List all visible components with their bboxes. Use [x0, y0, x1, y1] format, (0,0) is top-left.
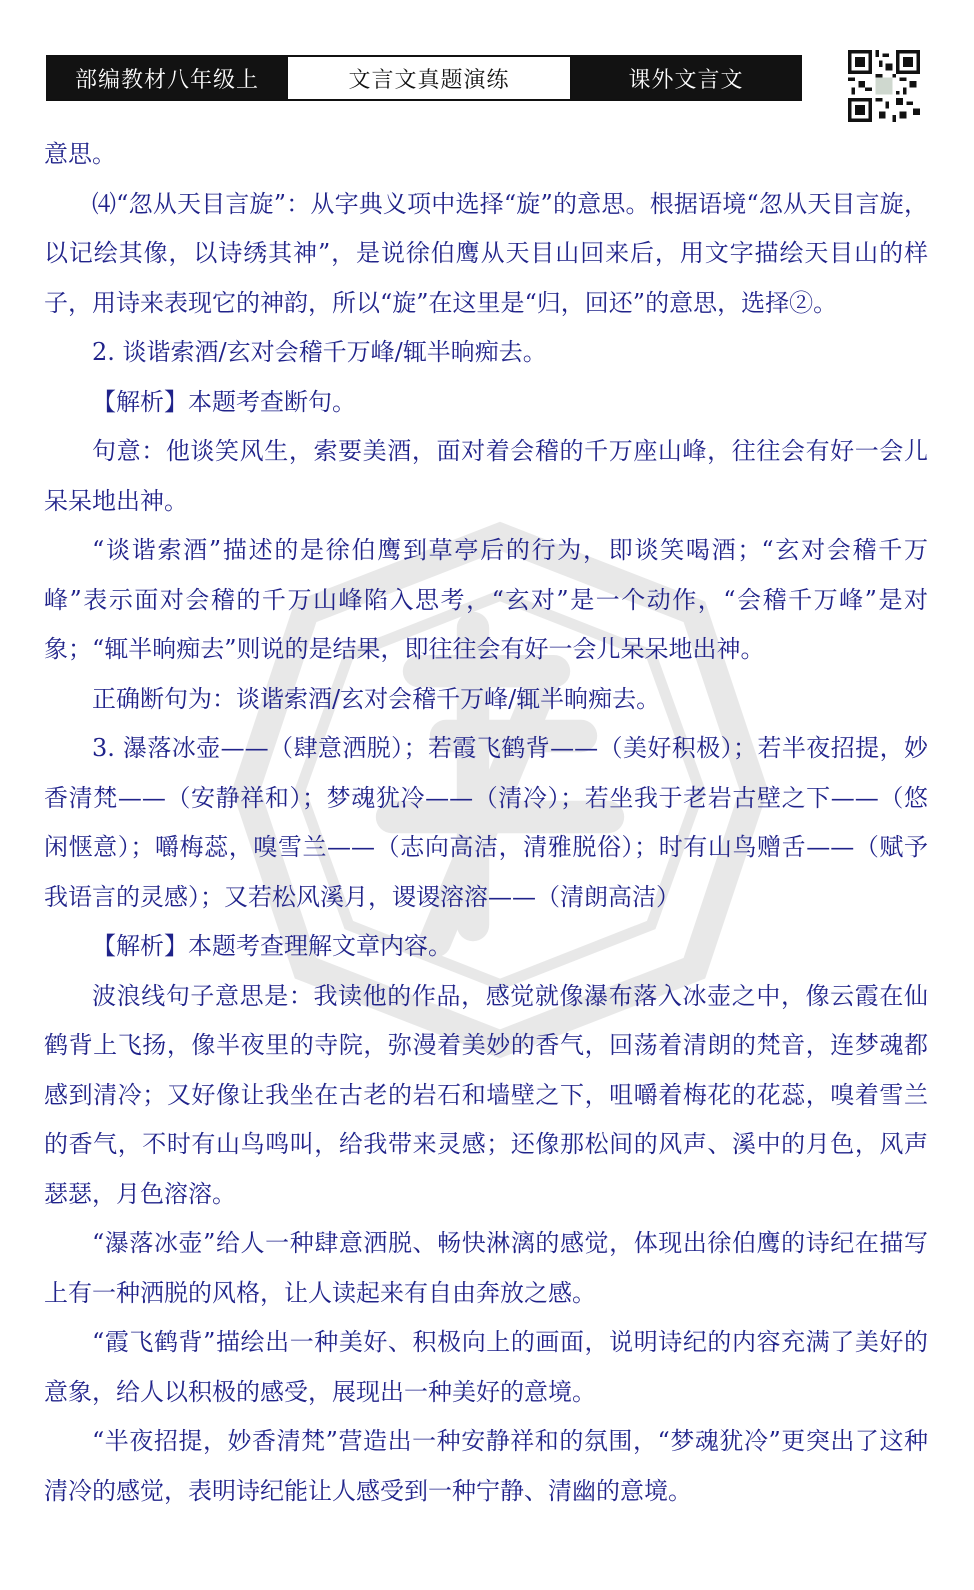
paragraph-pu-luo: “瀑落冰壶”给人一种肆意洒脱、畅快淋漓的感觉，体现出徐伯鹰的诗纪在描写上有一种洒脱的风格，让人读起来有自由奔放之感。 — [44, 1229, 928, 1307]
header-bar — [46, 55, 802, 101]
paragraph-explanation: “谈谐索酒”描述的是徐伯鹰到草亭后的行为，即谈笑喝酒；“玄对会稽千万峰”表示面对会稽的千万山峰陷入思考，“玄对”是一个动作，“会稽千万峰”是对象；“辄半晌痴去”则说的是结果，即往往会有好一会儿呆呆地出神。 — [44, 536, 928, 663]
paragraph-meaning: 句意：他谈笑风生，索要美酒，面对着会稽的千万座山峰，往往会有好一会儿呆呆地出神。 — [44, 437, 928, 515]
paragraph-analysis-3: 【解析】本题考查理解文章内容。 — [92, 932, 452, 960]
paragraph-xia-fei: “霞飞鹤背”描绘出一种美好、积极向上的画面，说明诗纪的内容充满了美好的意象，给人以积极的感受，展现出一种美好的意境。 — [44, 1328, 928, 1406]
document-body — [44, 130, 928, 1516]
paragraph-answer-2: 2. 谈谐索酒/玄对会稽千万峰/辄半晌痴去。 — [92, 338, 547, 366]
paragraph-ban-ye: “半夜招提，妙香清梵”营造出一种安静祥和的氛围，“梦魂犹冷”更突出了这种清冷的感觉，表明诗纪能让人感受到一种宁静、清幽的意境。 — [44, 1427, 928, 1505]
paragraph-analysis-2: 【解析】本题考查断句。 — [92, 387, 356, 416]
header-category: 课外文言文 — [572, 57, 800, 99]
qr-code-icon — [848, 50, 920, 122]
paragraph-continuation: 意思。 — [44, 140, 116, 168]
paragraph-wave-meaning: 波浪线句子意思是：我读他的作品，感觉就像瀑布落入冰壶之中，像云霞在仙鹤背上飞扬，像半夜里的寺院，弥漫着美妙的香气，回荡着清朗的梵音，连梦魂都感到清冷；又好像让我坐在古老的岩石和墙壁之下，咀嚼着梅花的花蕊，嗅着雪兰的香气，不时有山鸟鸣叫，给我带来灵感；还像那松间的风声、溪中的月色，风声瑟瑟，月色溶溶。 — [44, 981, 928, 1208]
paragraph-answer-3: 3. 瀑落冰壶——（肆意洒脱）；若霞飞鹤背——（美好积极）；若半夜招提，妙香清梵——（安静祥和）；梦魂犹冷——（清冷）；若坐我于老岩古壁之下——（悠闲惬意）；嚼梅蕊，嗅雪兰——（志向高洁，清雅脱俗）；时有山鸟赠舌——（赋予我语言的灵感）；又若松风溪月，谡谡溶溶——（清朗高洁） — [44, 734, 928, 911]
paragraph-correct-break: 正确断句为：谈谐索酒/玄对会稽千万峰/辄半晌痴去。 — [92, 684, 661, 713]
header-title: 文言文真题演练 — [286, 57, 572, 99]
header-grade: 部编教材八年级上 — [48, 57, 286, 99]
paragraph-answer-4: ⑷“忽从天目言旋”：从字典义项中选择“旋”的意思。根据语境“忽从天目言旋，以记绘其像，以诗绣其神”，是说徐伯鹰从天目山回来后，用文字描绘天目山的样子，用诗来表现它的神韵，所以“旋”在这里是“归，回还”的意思，选择②。 — [44, 189, 928, 317]
